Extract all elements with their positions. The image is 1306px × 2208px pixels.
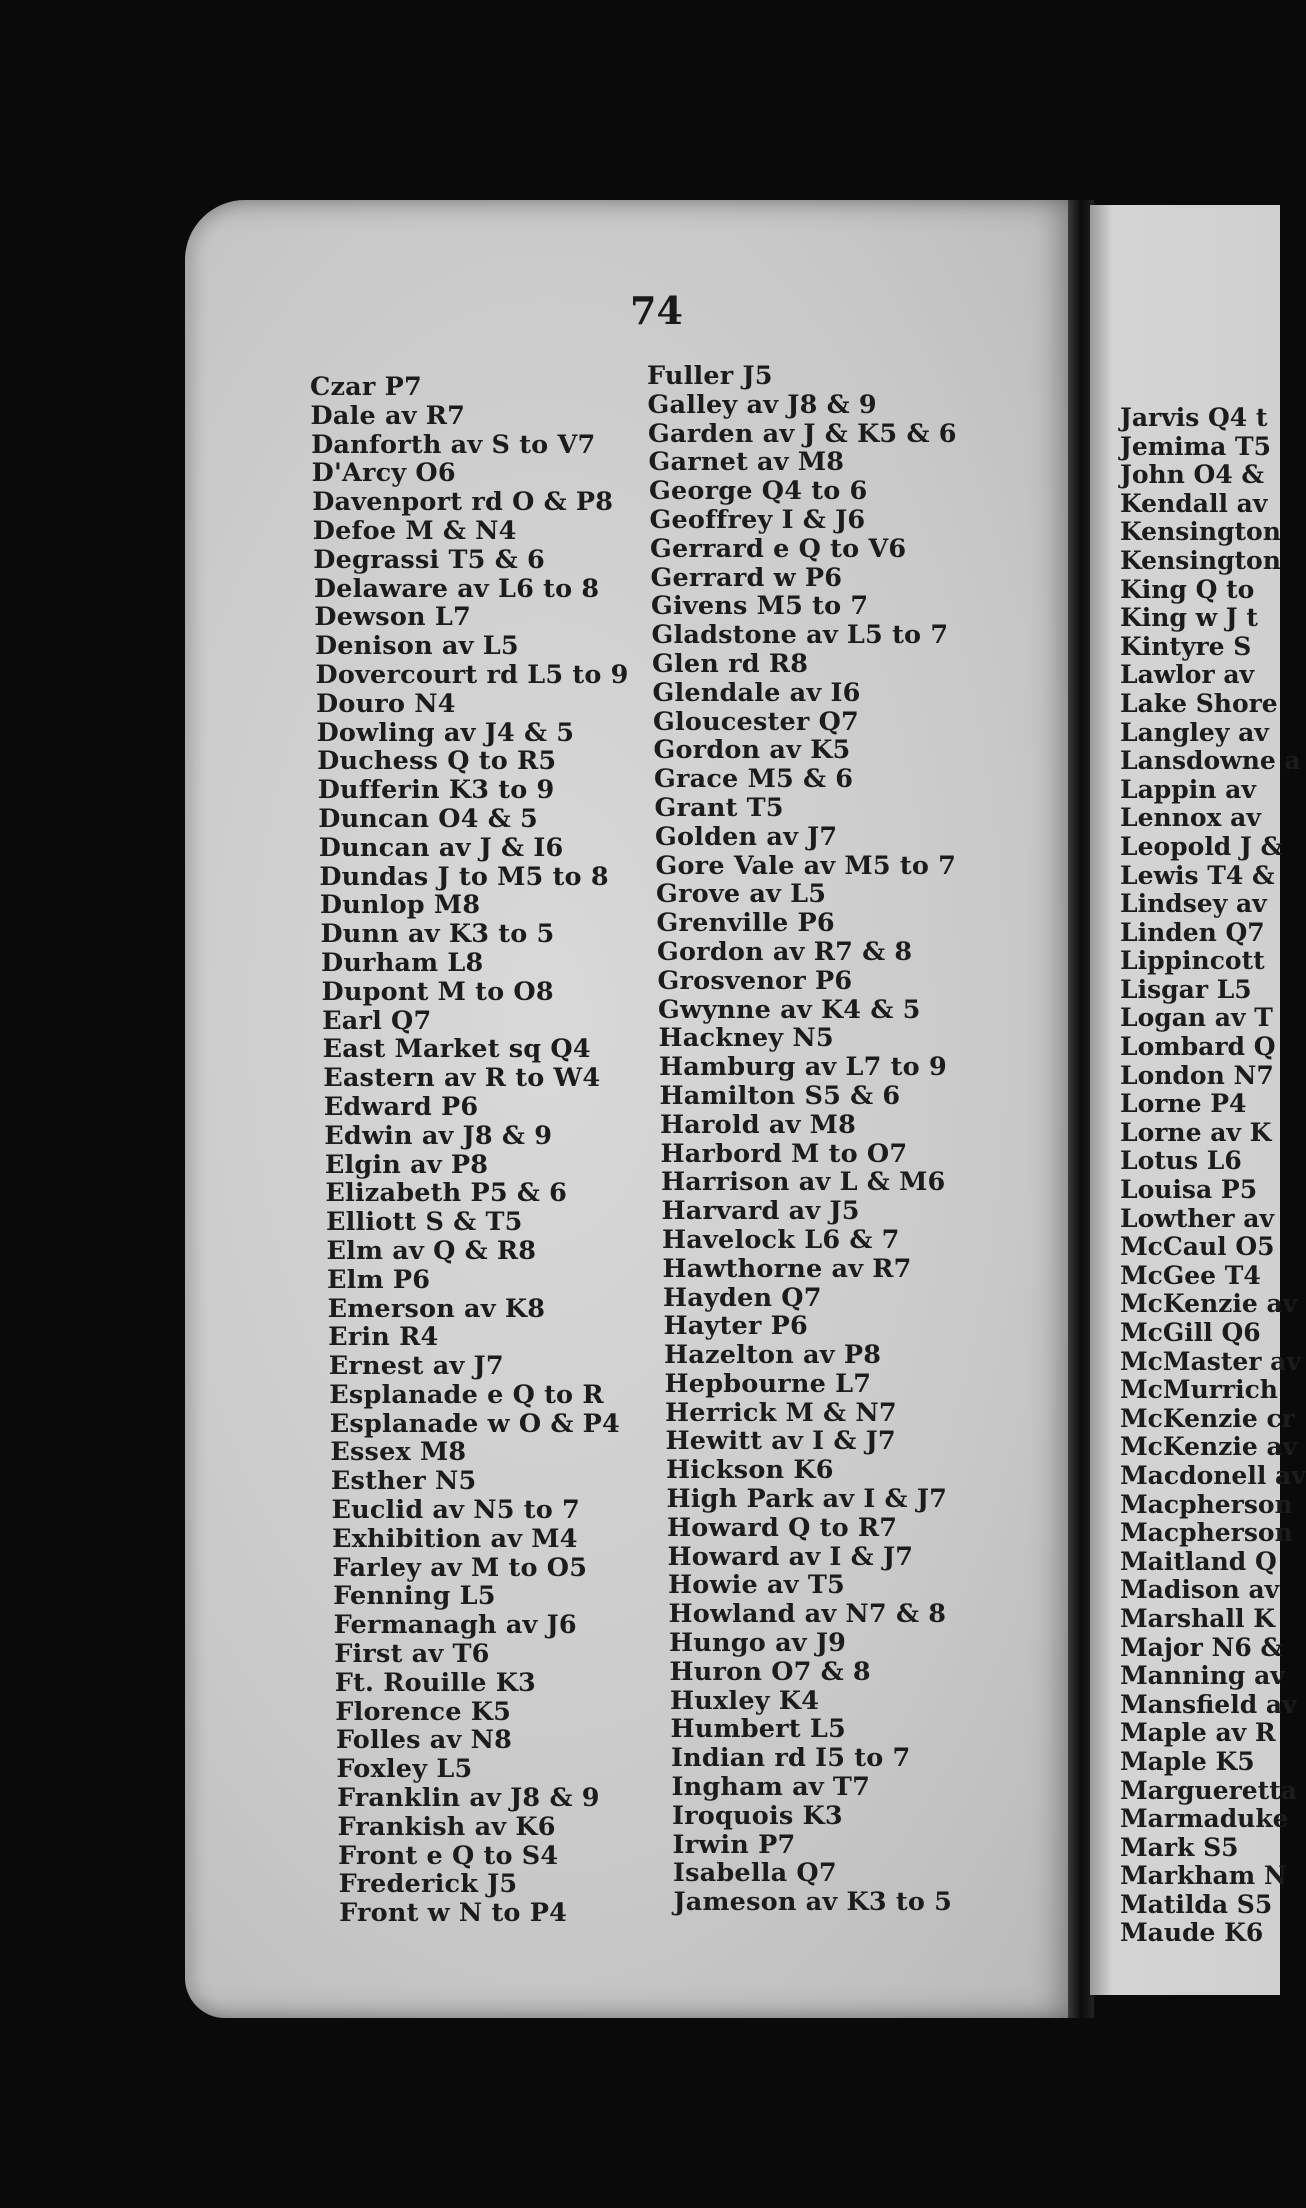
street-entry: Essex M8	[330, 1437, 467, 1468]
street-entry: Golden av J7	[655, 821, 838, 852]
street-entry: East Market sq Q4	[322, 1034, 591, 1065]
street-entry: Maitland Q	[1120, 1546, 1277, 1576]
street-entry: Hamburg av L7 to 9	[659, 1052, 947, 1083]
street-entry: Dovercourt rd L5 to 9	[315, 659, 629, 690]
street-entry: Defoe M & N4	[312, 515, 517, 546]
street-entry: Duchess Q to R5	[317, 746, 557, 777]
street-entry: Leopold J &	[1120, 831, 1284, 861]
street-entry: McGee T4	[1120, 1260, 1261, 1290]
street-entry: Douro N4	[316, 688, 456, 719]
street-entry: Denison av L5	[314, 631, 519, 662]
street-entry: Hamilton S5 & 6	[659, 1080, 901, 1111]
street-entry: McGill Q6	[1120, 1318, 1261, 1347]
street-entry: Langley av	[1120, 717, 1269, 747]
street-entry: Hawthorne av R7	[662, 1253, 912, 1284]
street-entry: Howie av T5	[668, 1570, 845, 1601]
street-entry: Duncan av J & I6	[318, 832, 564, 863]
street-entry: Dundas J to M5 to 8	[319, 861, 609, 892]
street-entry: Kendall av	[1120, 488, 1268, 518]
street-entry: Macpherson	[1120, 1518, 1293, 1548]
street-entry: Herrick M & N7	[665, 1397, 897, 1428]
street-entry: Hackney N5	[658, 1023, 834, 1054]
street-entry: Gore Vale av M5 to 7	[655, 850, 957, 881]
street-entry: Gladstone av L5 to 7	[651, 620, 949, 651]
street-entry: Howard av I & J7	[667, 1541, 914, 1572]
street-entry: Grace M5 & 6	[654, 764, 854, 795]
street-entry: Folles av N8	[335, 1725, 513, 1756]
street-entry: Macpherson	[1120, 1489, 1293, 1519]
street-entry: Frankish av K6	[337, 1811, 556, 1842]
street-entry: Degrassi T5 & 6	[313, 544, 545, 575]
street-entry: Grove av L5	[656, 879, 827, 910]
street-entry: Grenville P6	[656, 908, 835, 939]
street-entry: Madison av	[1120, 1575, 1280, 1605]
street-entry: High Park av I & J7	[666, 1484, 948, 1515]
street-entry: John O4 &	[1120, 460, 1265, 490]
street-entry: Esplanade w O & P4	[329, 1408, 620, 1439]
street-entry: Front e Q to S4	[338, 1840, 559, 1871]
street-entry: Hickson K6	[666, 1455, 834, 1486]
street-entry: Maple av R	[1120, 1718, 1276, 1748]
street-entry: King Q to	[1120, 574, 1255, 604]
street-entry: Humbert L5	[670, 1714, 846, 1745]
street-entry: Gwynne av K4 & 5	[658, 994, 921, 1025]
street-entry: Esplanade e Q to R	[329, 1379, 604, 1410]
street-entry: Markham N	[1120, 1861, 1287, 1891]
street-entry: Hayter P6	[663, 1311, 808, 1342]
street-entry: Hungo av J9	[669, 1628, 847, 1659]
street-entry: Dunlop M8	[319, 890, 481, 921]
street-entry: Huxley K4	[670, 1685, 820, 1716]
street-entry: Marmaduke	[1120, 1804, 1289, 1834]
street-entry: Elm av Q & R8	[326, 1235, 537, 1266]
street-entry: Lorne P4	[1120, 1089, 1247, 1119]
street-entry: Howland av N7 & 8	[668, 1599, 947, 1630]
street-entry: Dowling av J4 & 5	[316, 717, 575, 748]
street-entry: Harrison av L & M6	[661, 1167, 946, 1198]
street-index-column-2	[647, 362, 957, 1917]
street-entry: Indian rd I5 to 7	[671, 1743, 911, 1774]
street-entry: Huron O7 & 8	[669, 1656, 871, 1687]
street-entry: Exhibition av M4	[332, 1523, 578, 1554]
street-entry: Ft. Rouille K3	[334, 1667, 536, 1698]
street-entry: Lindsey av	[1120, 889, 1267, 919]
street-entry: Louisa P5	[1120, 1175, 1258, 1205]
street-entry: Geoffrey I & J6	[649, 504, 866, 535]
street-entry: Maude K6	[1120, 1918, 1264, 1948]
street-entry: Garnet av M8	[648, 447, 845, 478]
street-entry: Florence K5	[335, 1696, 512, 1727]
street-entry: Glendale av I6	[652, 677, 861, 708]
street-entry: Hayden Q7	[663, 1282, 822, 1313]
street-entry: Hewitt av I & J7	[665, 1426, 896, 1457]
street-entry: Lorne av K	[1120, 1117, 1272, 1147]
street-entry: Elgin av P8	[324, 1149, 489, 1180]
street-entry: Jarvis Q4 t	[1120, 403, 1268, 432]
street-entry: Lawlor av	[1120, 660, 1255, 690]
street-entry: Irwin P7	[672, 1829, 796, 1860]
street-entry: Jameson av K3 to 5	[673, 1887, 953, 1918]
street-entry: Danforth av S to V7	[311, 429, 596, 460]
street-entry: Glen rd R8	[652, 648, 809, 679]
street-entry: Galley av J8 & 9	[647, 389, 877, 420]
street-entry: Maple K5	[1120, 1746, 1255, 1776]
street-entry: Isabella Q7	[673, 1858, 837, 1889]
street-entry: McKenzie av	[1120, 1289, 1298, 1319]
street-entry: McMaster av	[1120, 1346, 1301, 1376]
street-entry: Elizabeth P5 & 6	[325, 1178, 568, 1209]
street-entry: D'Arcy O6	[311, 458, 456, 489]
street-entry: Earl Q7	[322, 1005, 432, 1036]
street-entry: Elm P6	[327, 1264, 431, 1295]
street-entry: Emerson av K8	[327, 1293, 546, 1324]
street-entry: McKenzie av	[1120, 1432, 1298, 1462]
street-index-column-3	[1120, 404, 1306, 1948]
street-entry: Ingham av T7	[671, 1772, 871, 1803]
street-entry: Hazelton av P8	[664, 1340, 882, 1371]
street-entry: Euclid av N5 to 7	[331, 1495, 580, 1526]
street-entry: Mark S5	[1120, 1832, 1239, 1862]
street-entry: Lake Shore	[1120, 688, 1278, 718]
street-entry: McMurrich	[1120, 1375, 1278, 1405]
street-entry: Czar P7	[310, 372, 422, 402]
street-entry: First av T6	[334, 1639, 490, 1670]
street-entry: Logan av T	[1120, 1003, 1273, 1033]
street-entry: Lotus L6	[1120, 1146, 1242, 1176]
street-entry: Linden Q7	[1120, 917, 1265, 947]
street-entry: Garden av J & K5 & 6	[648, 418, 957, 449]
street-entry: Lowther av	[1120, 1203, 1275, 1233]
street-entry: Lippincott	[1120, 946, 1265, 976]
street-entry: Delaware av L6 to 8	[313, 573, 600, 604]
street-entry: Fuller J5	[647, 361, 773, 391]
street-entry: Marshall K	[1120, 1603, 1275, 1633]
street-entry: Dale av R7	[310, 400, 466, 431]
street-entry: Margueretta	[1120, 1775, 1297, 1805]
street-entry: Grosvenor P6	[657, 965, 853, 996]
street-entry: Havelock L6 & 7	[662, 1224, 900, 1255]
street-entry: Kensington	[1120, 517, 1281, 547]
street-entry: Jemima T5	[1120, 431, 1272, 461]
street-entry: Hepbourne L7	[664, 1368, 872, 1399]
street-entry: Front w N to P4	[339, 1898, 568, 1929]
street-entry: Lansdowne a	[1120, 746, 1301, 776]
street-entry: McCaul O5	[1120, 1232, 1275, 1262]
street-entry: Matilda S5	[1120, 1889, 1273, 1919]
street-entry: Kintyre S	[1120, 631, 1252, 661]
page-number: 74	[630, 288, 683, 333]
street-entry: Lisgar L5	[1120, 974, 1252, 1004]
street-entry: Farley av M to O5	[332, 1552, 588, 1583]
street-entry: Gerrard e Q to V6	[650, 533, 907, 564]
street-entry: Edwin av J8 & 9	[324, 1120, 553, 1151]
street-entry: Fenning L5	[333, 1581, 496, 1612]
street-entry: Dunn av K3 to 5	[320, 919, 555, 950]
street-entry: Durham L8	[321, 947, 484, 978]
street-entry: Lewis T4 &	[1120, 860, 1275, 890]
street-entry: Gerrard w P6	[650, 562, 843, 593]
street-entry: Harold av M8	[660, 1109, 857, 1140]
street-entry: Elliott S & T5	[325, 1207, 523, 1238]
street-entry: George Q4 to 6	[649, 476, 868, 507]
street-entry: Gordon av K5	[653, 735, 851, 766]
street-entry: Manning av	[1120, 1661, 1285, 1691]
street-entry: Duncan O4 & 5	[318, 803, 538, 834]
street-entry: Macdonell av	[1120, 1460, 1306, 1490]
street-index-column-1	[310, 373, 629, 1928]
street-entry: Esther N5	[330, 1466, 477, 1497]
street-entry: Iroquois K3	[672, 1800, 843, 1831]
street-entry: Frederick J5	[338, 1869, 518, 1900]
street-entry: Gloucester Q7	[653, 706, 859, 737]
street-entry: King w J t	[1120, 603, 1258, 633]
street-entry: Eastern av R to W4	[323, 1063, 601, 1094]
street-entry: Foxley L5	[336, 1754, 473, 1785]
street-entry: Fermanagh av J6	[333, 1610, 577, 1641]
street-entry: Harbord M to O7	[660, 1138, 908, 1169]
street-entry: London N7	[1120, 1060, 1274, 1090]
street-entry: Major N6 &	[1120, 1632, 1283, 1662]
street-entry: Franklin av J8 & 9	[336, 1783, 600, 1814]
street-entry: Ernest av J7	[328, 1351, 504, 1382]
street-entry: Kensington	[1120, 545, 1281, 575]
street-entry: Mansfield av	[1120, 1689, 1297, 1719]
street-entry: Howard Q to R7	[667, 1512, 898, 1543]
street-entry: Edward P6	[323, 1091, 479, 1122]
street-entry: Lennox av	[1120, 803, 1261, 833]
street-entry: Lombard Q	[1120, 1032, 1276, 1062]
street-entry: Dufferin K3 to 9	[317, 775, 555, 806]
street-entry: Dewson L7	[314, 602, 471, 633]
street-entry: Harvard av J5	[661, 1196, 860, 1227]
street-entry: Dupont M to O8	[321, 976, 554, 1007]
street-entry: Davenport rd O & P8	[312, 487, 614, 518]
street-entry: Lappin av	[1120, 774, 1256, 804]
street-entry: Grant T5	[654, 792, 784, 823]
street-entry: Givens M5 to 7	[651, 591, 869, 622]
street-entry: Gordon av R7 & 8	[657, 936, 913, 967]
street-entry: Erin R4	[328, 1322, 439, 1353]
street-entry: McKenzie cr	[1120, 1403, 1295, 1433]
